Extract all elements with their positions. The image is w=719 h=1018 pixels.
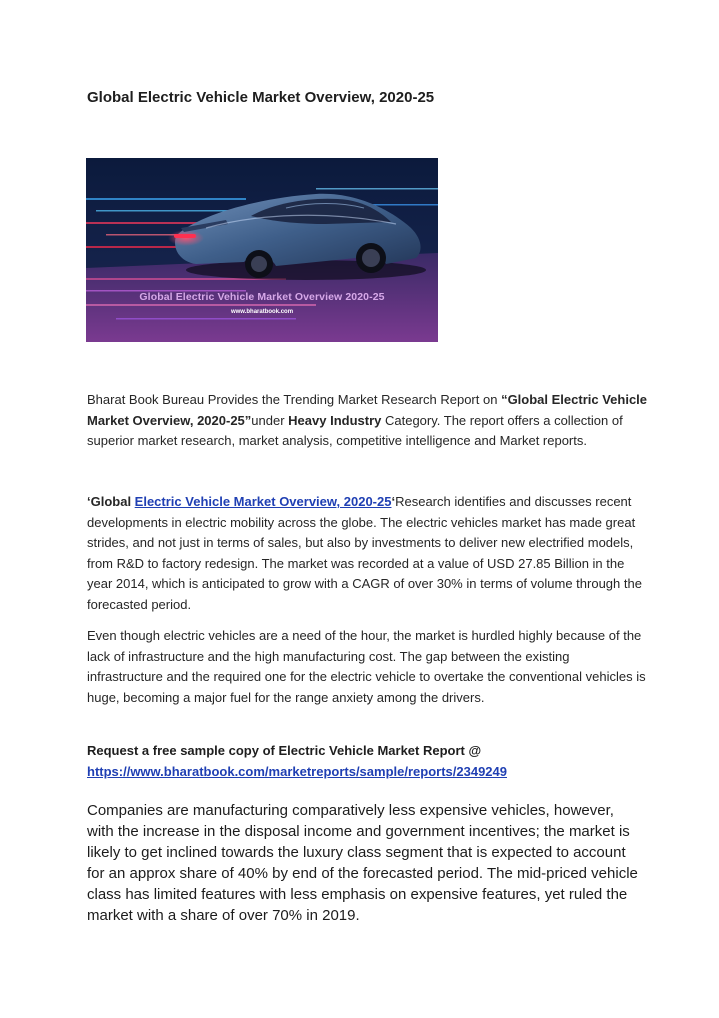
overview-paragraph xyxy=(87,492,647,615)
hero-url: www.bharatbook.com xyxy=(230,309,294,315)
category-bold: Heavy Industry xyxy=(288,412,382,428)
intro-text-3: Category. The report offers a collection of superior market research, market analysis, competitive intelligence and Market reports. xyxy=(87,412,623,448)
sample-request-label: Request a free sample copy of Electric Vehicle Market Report @ xyxy=(87,743,482,758)
hero-caption: Global Electric Vehicle Market Overview 2020-25 xyxy=(139,291,385,303)
quote-open-bold: ‘Global xyxy=(87,494,135,509)
intro-text-2: under xyxy=(251,412,289,428)
segments-paragraph: Companies are manufacturing comparatively less expensive vehicles, however, with the increase in the disposal income and government incentives; the market is likely to get inclined towards the luxury class segment that is expected to account for an approx share of 40% by end of the forecasted period. The mid-priced vehicle class has limited features with less emphasis on expensive features, yet ruled the market with a share of over 70% in 2019. xyxy=(87,802,638,924)
intro-text-1: Bharat Book Bureau Provides the Trending Market Research Report on xyxy=(87,392,502,407)
quote-close-bold: ‘ xyxy=(391,494,396,509)
overview-text: Research identifies and discusses recent developments in electric mobility across the globe. The electric vehicles market has made great strides, and not just in terms of sales, but also by investments to deliver new electrified models, from R&D to factory redesign. The market was recorded at a value of USD 27.85 Billion in the year 2014, which is anticipated to grow with a CAGR of over 30% in terms of volume through the forecasted period. xyxy=(87,494,642,612)
intro-paragraph xyxy=(87,390,647,452)
report-title-bold: “Global Electric Vehicle Market Overview, 2020-25” xyxy=(87,392,648,428)
hero-image xyxy=(86,158,438,342)
challenges-paragraph: Even though electric vehicles are a need of the hour, the market is hurdled highly because of the lack of infrastructure and the high manufacturing cost. The gap between the existing infrastructure and the required one for the electric vehicle to overtake the conventional vehicles is huge, becoming a major fuel for the range anxiety among the drivers. xyxy=(87,628,646,705)
report-link[interactable]: Electric Vehicle Market Overview, 2020-25 xyxy=(134,494,392,509)
sample-request xyxy=(87,741,507,782)
page-title: Global Electric Vehicle Market Overview, 2020-25 xyxy=(87,89,435,106)
sample-request-link[interactable]: https://www.bharatbook.com/marketreports/sample/reports/2349249 xyxy=(87,763,507,779)
